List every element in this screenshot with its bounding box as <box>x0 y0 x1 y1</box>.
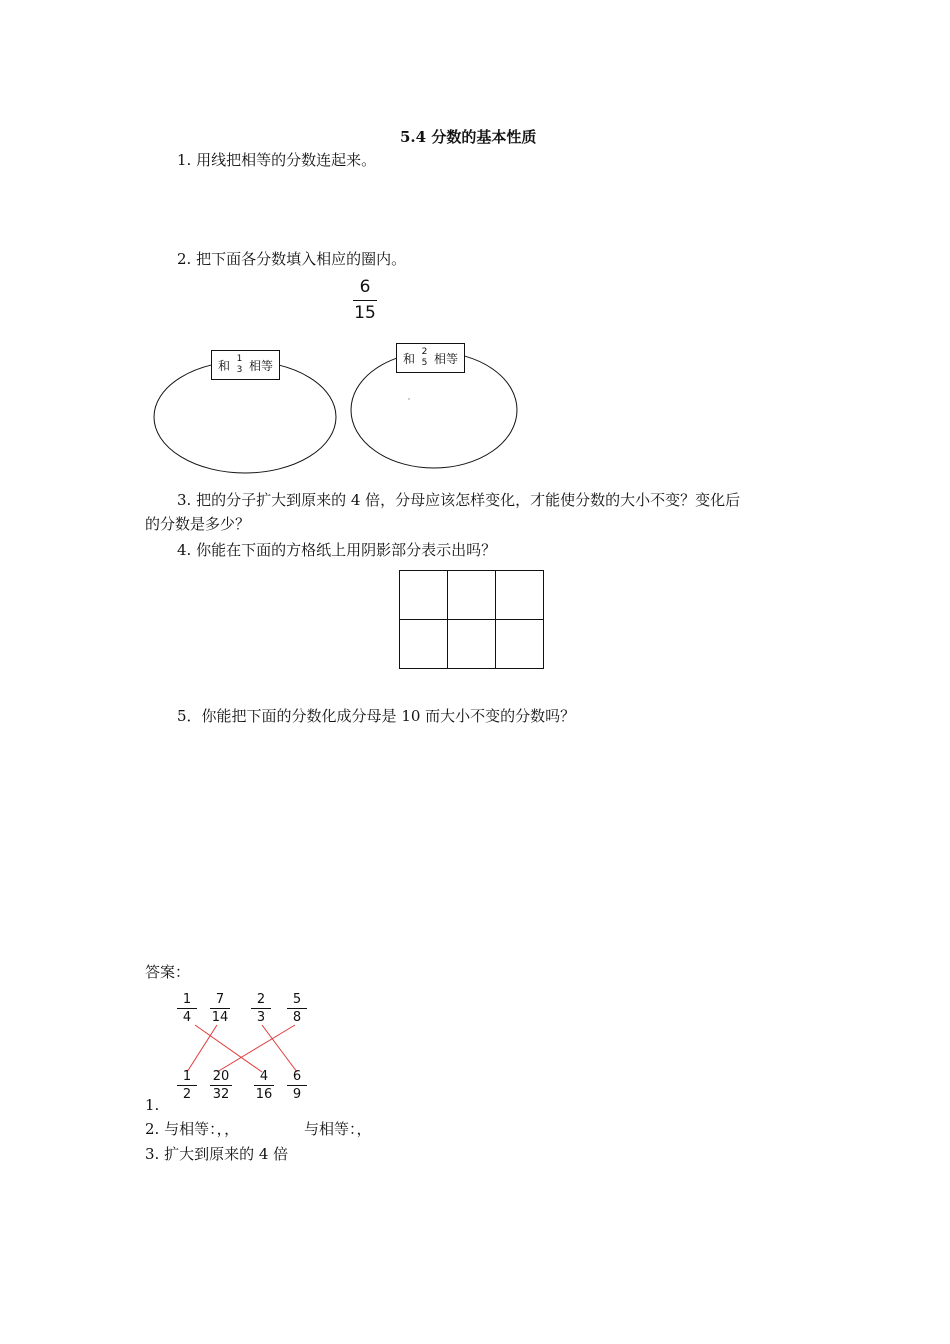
fraction-6-15 <box>353 279 377 322</box>
grid-row <box>400 620 544 669</box>
page-title: 5.4 分数的基本性质 <box>400 128 537 146</box>
fraction-numerator: 6 <box>359 277 371 297</box>
answer-bottom-fraction-2 <box>210 1070 232 1101</box>
fraction-denominator: 3 <box>236 365 243 375</box>
fraction-numerator: 5 <box>292 992 302 1007</box>
grid-cell[interactable] <box>496 571 544 620</box>
fraction-bar <box>210 1085 232 1086</box>
fraction-denominator: 8 <box>292 1010 302 1025</box>
fraction-denominator: 5 <box>421 358 428 368</box>
dot <box>408 398 409 399</box>
label-equal-two-fifths <box>396 343 465 373</box>
grid-paper <box>399 570 544 669</box>
label-equal-one-third <box>211 350 280 380</box>
grid-cell[interactable] <box>496 620 544 669</box>
fraction-bar <box>210 1008 230 1009</box>
fraction-denominator: 32 <box>212 1087 230 1102</box>
fraction-denominator: 3 <box>256 1010 266 1025</box>
grid-cell[interactable] <box>400 620 448 669</box>
fraction-numerator: 1 <box>182 992 192 1007</box>
label-suffix: 相等 <box>249 358 274 373</box>
answer-2-part-1: 2. 与相等：，， <box>145 1120 240 1138</box>
answer-1-number: 1. <box>145 1096 160 1114</box>
fraction-bar <box>287 1008 307 1009</box>
grid-cell[interactable] <box>448 571 496 620</box>
answer-bottom-fraction-4 <box>287 1070 307 1101</box>
fraction-denominator: 14 <box>211 1010 229 1025</box>
fraction-one-third <box>235 355 244 375</box>
fraction-bar <box>254 1085 274 1086</box>
match-line-2-3-to-6-9 <box>262 1025 297 1072</box>
fraction-bar <box>251 1008 271 1009</box>
fraction-numerator: 20 <box>212 1069 230 1084</box>
answers-heading: 答案： <box>145 963 191 981</box>
fraction-bar <box>177 1008 197 1009</box>
fraction-numerator: 4 <box>259 1069 269 1084</box>
question-1: 1. 用线把相等的分数连起来。 <box>177 151 377 169</box>
fraction-denominator: 16 <box>255 1087 273 1102</box>
answer-3: 3. 扩大到原来的 4 倍 <box>145 1145 289 1163</box>
fraction-denominator: 2 <box>182 1087 192 1102</box>
grid-row <box>400 571 544 620</box>
grid-cell[interactable] <box>448 620 496 669</box>
fraction-bar <box>287 1085 307 1086</box>
grid-cell[interactable] <box>400 571 448 620</box>
question-3-line-1: 3. 把的分子扩大到原来的 4 倍，分母应该怎样变化，才能使分数的大小不变？变化后 <box>177 491 741 509</box>
fraction-denominator: 9 <box>292 1087 302 1102</box>
question-2: 2. 把下面各分数填入相应的圈内。 <box>177 250 407 268</box>
answer-circles <box>145 355 535 480</box>
answer-bottom-fraction-3 <box>254 1070 274 1101</box>
question-5: 5．你能把下面的分数化成分母是 10 而大小不变的分数吗？ <box>177 707 576 725</box>
fraction-numerator: 2 <box>421 347 428 357</box>
answer-bottom-fraction-1 <box>177 1070 197 1101</box>
fraction-numerator: 1 <box>236 354 243 364</box>
match-line-7-14-to-1-2 <box>187 1025 217 1072</box>
answer-2-part-2: 与相等：， <box>304 1120 372 1138</box>
fraction-numerator: 1 <box>182 1069 192 1084</box>
question-3-line-2: 的分数是多少？ <box>145 515 251 533</box>
label-prefix: 和 <box>403 351 416 366</box>
label-suffix: 相等 <box>434 351 459 366</box>
label-prefix: 和 <box>218 358 231 373</box>
fraction-two-fifths <box>420 348 429 368</box>
fraction-denominator: 4 <box>182 1010 192 1025</box>
fraction-numerator: 2 <box>256 992 266 1007</box>
question-4: 4. 你能在下面的方格纸上用阴影部分表示出吗？ <box>177 541 497 559</box>
fraction-numerator: 6 <box>292 1069 302 1084</box>
fraction-numerator: 7 <box>215 992 225 1007</box>
fraction-denominator: 15 <box>354 303 376 323</box>
fraction-bar <box>177 1085 197 1086</box>
fraction-bar <box>353 300 377 301</box>
